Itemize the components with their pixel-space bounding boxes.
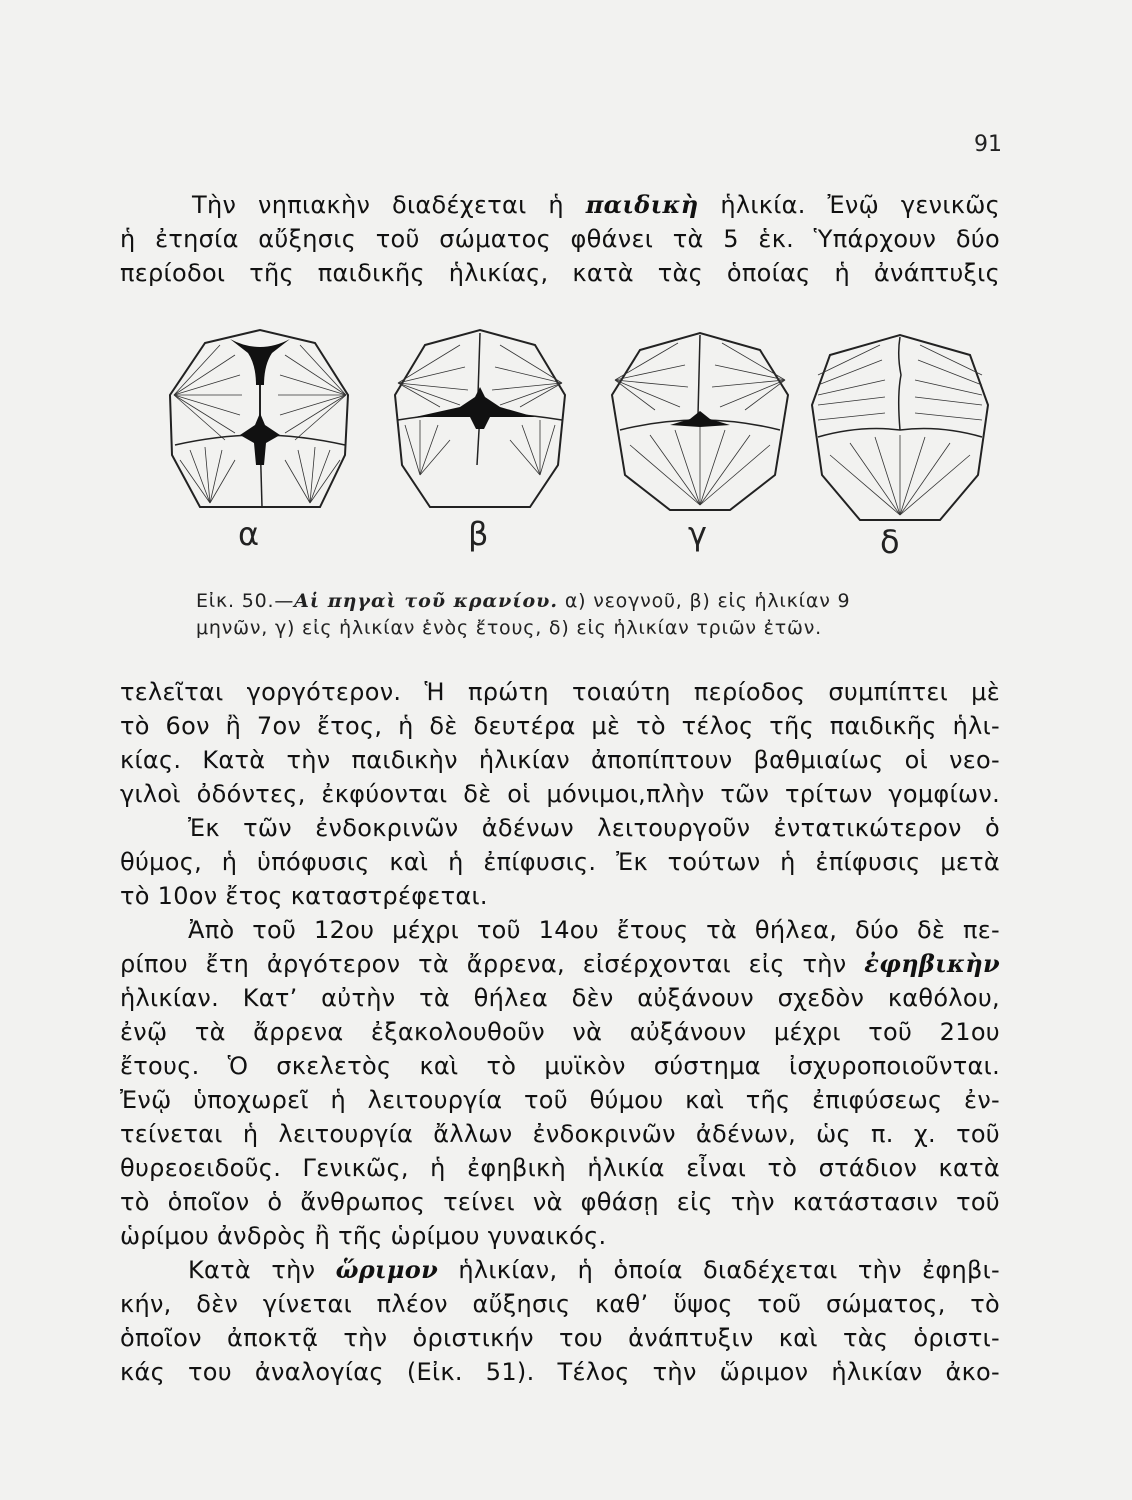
paragraph-1 [120,188,1000,290]
emphasized-term: ὥριμον [335,1255,439,1284]
paragraph-3-line-1: Ἐκ τῶν ἐνδοκρινῶν ἀδένων λειτουργοῦν ἐντατικώτερον ὁ [188,814,1000,842]
text-segment: Τὴν νηπιακὴν διαδέχεται ἡ [192,191,586,219]
paragraph-1-line-3: περίοδοι τῆς παιδικῆς ἡλικίας, κατὰ τὰς ὁποίας ἡ ἀνάπτυξις [120,259,1000,287]
paragraph-4-line-8: θυρεοειδοῦς. Γενικῶς, ἡ ἐφηβικὴ ἡλικία εἶναι τὸ στάδιον κατὰ [120,1154,1000,1182]
paragraph-2-line-3: κίας. Κατὰ τὴν παιδικὴν ἡλικίαν ἀποπίπτουν βαθμιαίως οἱ νεο- [120,746,1000,774]
text-segment: ἡλικία. Ἐνῷ γενικῶς [698,191,1000,219]
paragraph-2-line-2: τὸ 6ον ἢ 7ον ἔτος, ἡ δὲ δευτέρα μὲ τὸ τέλος τῆς παιδικῆς ἡλι- [120,712,1000,740]
caption-text: α) νεογνοῦ, β) εἰς ἡλικίαν 9 [557,590,851,612]
figure-label-delta: δ [880,523,900,561]
figure-label-gamma: γ [688,515,707,553]
skull-newborn-diagram [160,325,360,515]
paragraph-2-line-4: γιλοὶ ὀδόντες, ἐκφύονται δὲ οἱ μόνιμοι,πλὴν τῶν τρίτων γομφίων. [120,780,1000,808]
text-segment: Κατὰ τὴν [188,1256,336,1284]
skull-fontanelles-figure [150,325,980,561]
paragraph-4-line-6: Ἐνῷ ὑποχωρεῖ ἡ λειτουργία τοῦ θύμου καὶ τῆς ἐπιφύσεως ἐν- [120,1086,1000,1114]
figure-caption [196,588,956,642]
emphasized-term: ἐφηβικὴν [864,949,1000,978]
paragraph-4-line-9: τὸ ὁποῖον ὁ ἄνθρωπος τείνει νὰ φθάσῃ εἰς τὴν κατάστασιν τοῦ [120,1188,1000,1216]
skull-9-months-diagram [380,325,580,515]
paragraph-5-line-1 [120,1253,1000,1287]
paragraph-5 [120,1253,1000,1389]
paragraph-4-line-10: ὡρίμου ἀνδρὸς ἢ τῆς ὡρίμου γυναικός. [120,1222,607,1250]
paragraph-4 [120,913,1000,1253]
paragraph-4-line-1: Ἀπὸ τοῦ 12ου μέχρι τοῦ 14ου ἔτους τὰ θήλεα, δύο δὲ πε- [188,916,1000,944]
figure-label-beta: β [468,515,489,553]
skull-3-years-diagram [800,325,1000,525]
caption-line-2: μηνῶν, γ) εἰς ἡλικίαν ἑνὸς ἔτους, δ) εἰς ἡλικίαν τριῶν ἐτῶν. [196,617,822,639]
paragraph-3 [120,811,1000,913]
paragraph-1-line-2: ἡ ἐτησία αὔξησις τοῦ σώματος φθάνει τὰ 5 ἑκ. Ὑπάρχουν δύο [120,225,1000,253]
paragraph-5-line-3: ὁποῖον ἀποκτᾷ τὴν ὁριστικήν του ἀνάπτυξιν καὶ τὰς ὁριστι- [120,1324,1000,1352]
text-segment: ρίπου ἔτη ἀργότερον τὰ ἄρρενα, εἰσέρχονται εἰς τὴν [120,950,865,978]
paragraph-2 [120,675,1000,811]
caption-line-1 [196,588,956,615]
paragraph-4-line-7: τείνεται ἡ λειτουργία ἄλλων ἐνδοκρινῶν ἀδένων, ὡς π. χ. τοῦ [120,1120,1000,1148]
paragraph-1-line-1 [120,188,1000,222]
paragraph-4-line-2 [120,947,1000,981]
paragraph-4-line-3: ἡλικίαν. Κατ’ αὐτὴν τὰ θήλεα δὲν αὐξάνουν σχεδὸν καθόλου, [120,984,1000,1012]
paragraph-2-line-1: τελεῖται γοργότερον. Ἡ πρώτη τοιαύτη περίοδος συμπίπτει μὲ [120,678,1000,706]
figure-label-alpha: α [238,515,260,553]
text-segment: ἡλικίαν, ἡ ὁποία διαδέχεται τὴν ἐφηβι- [438,1256,1000,1284]
paragraph-5-line-4: κάς του ἀναλογίας (Εἰκ. 51). Τέλος τὴν ὥριμον ἡλικίαν ἀκο- [120,1358,1000,1386]
emphasized-term: παιδικὴ [585,190,699,219]
paragraph-5-line-2: κήν, δὲν γίνεται πλέον αὔξησις καθ’ ὕψος τοῦ σώματος, τὸ [120,1290,1000,1318]
paragraph-3-line-3: τὸ 10ον ἔτος καταστρέφεται. [120,882,488,910]
caption-title: Αἱ πηγαὶ τοῦ κρανίου. [294,590,558,612]
page-number: 91 [974,132,1002,157]
caption-prefix: Εἰκ. 50.— [196,590,295,612]
paragraph-3-line-2: θύμος, ἡ ὑπόφυσις καὶ ἡ ἐπίφυσις. Ἐκ τούτων ἡ ἐπίφυσις μετὰ [120,848,1000,876]
paragraph-4-line-5: ἔτους. Ὁ σκελετὸς καὶ τὸ μυϊκὸν σύστημα ἰσχυροποιοῦνται. [120,1052,1000,1080]
skull-1-year-diagram [600,325,800,515]
paragraph-4-line-4: ἐνῷ τὰ ἄρρενα ἐξακολουθοῦν νὰ αὐξάνουν μέχρι τοῦ 21ου [120,1018,1000,1046]
